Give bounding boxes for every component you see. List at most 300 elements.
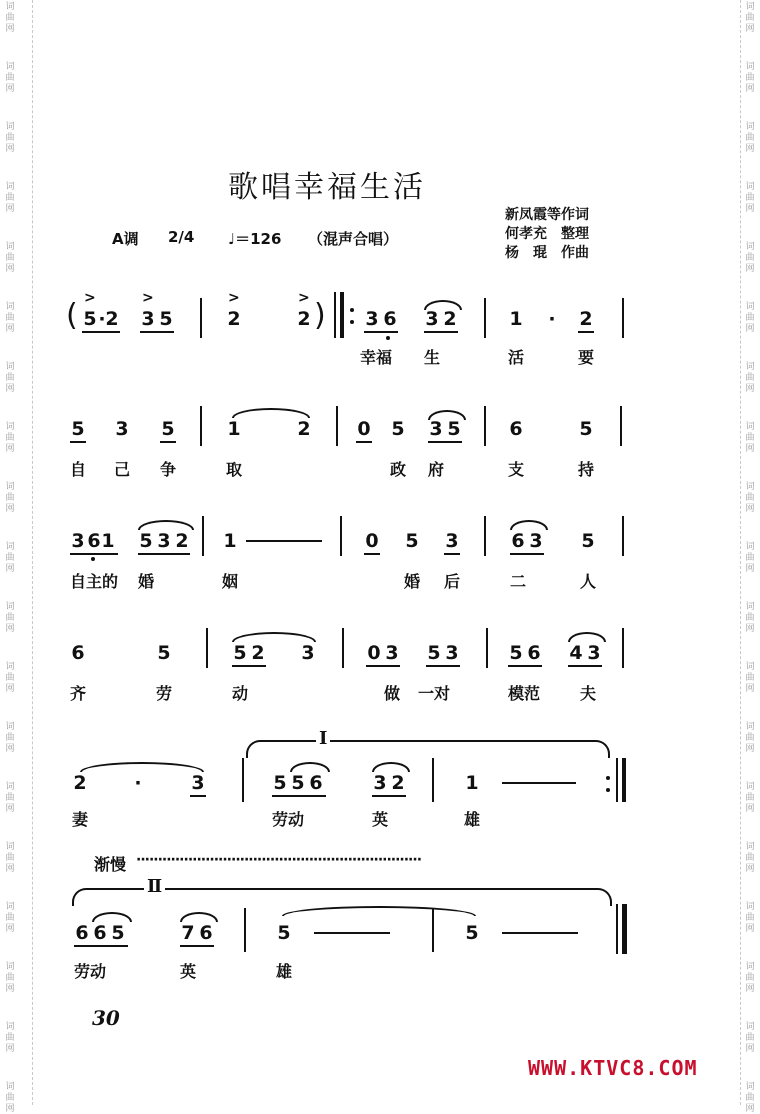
- lyric: 自: [70, 460, 87, 479]
- barline: [622, 628, 624, 668]
- lyric: 劳动: [272, 810, 305, 829]
- watermark-glyph: 词: [745, 1022, 755, 1032]
- ritardando-marking: 渐慢: [94, 855, 127, 874]
- lyric: 人: [580, 572, 597, 591]
- watermark-glyph: 词: [745, 182, 755, 192]
- watermark-glyph: 词: [5, 362, 15, 372]
- slur: [138, 520, 194, 530]
- note-dot: ·: [134, 772, 142, 794]
- watermark-glyph: 曲: [5, 253, 15, 263]
- note-dot: ·: [548, 308, 556, 330]
- lyric: 雄: [276, 962, 293, 981]
- lyric: 要: [578, 348, 595, 367]
- underline: [568, 665, 602, 667]
- note: 6: [511, 530, 525, 552]
- lyric: 持: [578, 460, 595, 479]
- watermark-glyph: 曲: [5, 373, 15, 383]
- barline: [244, 908, 246, 952]
- note: 5: [277, 922, 291, 944]
- note: 3: [445, 642, 459, 664]
- lyric: 妻: [72, 810, 89, 829]
- note: 3: [191, 772, 205, 794]
- credit-composer: 杨 琨 作曲: [505, 245, 589, 261]
- note: 6: [309, 772, 323, 794]
- watermark-glyph: 网: [5, 504, 15, 514]
- lyric: 动: [232, 684, 249, 703]
- underline: [364, 331, 398, 333]
- watermark-glyph: 网: [745, 624, 755, 634]
- watermark-glyph: 曲: [745, 793, 755, 803]
- lyric: 做: [384, 684, 401, 703]
- underline: [366, 665, 400, 667]
- watermark-glyph: 曲: [5, 313, 15, 323]
- watermark-glyph: 网: [5, 444, 15, 454]
- lyric: 模范: [508, 684, 541, 703]
- accent-mark: >: [142, 290, 154, 306]
- note: 1: [465, 772, 479, 794]
- watermark-glyph: 曲: [745, 733, 755, 743]
- underline: [180, 945, 214, 947]
- barline: [622, 298, 624, 338]
- left-margin-strip: [18, 0, 33, 1105]
- watermark-glyph: 网: [745, 264, 755, 274]
- lyric: 婚: [138, 572, 155, 591]
- watermark-glyph: 词: [5, 962, 15, 972]
- note: 2: [297, 308, 311, 330]
- slur: [568, 632, 606, 642]
- watermark-glyph: 曲: [5, 913, 15, 923]
- watermark-glyph: 网: [745, 684, 755, 694]
- slur: [290, 762, 330, 772]
- watermark-glyph: 网: [745, 984, 755, 994]
- lyric: 府: [428, 460, 445, 479]
- watermark-glyph: 网: [745, 24, 755, 34]
- watermark-glyph: 网: [745, 384, 755, 394]
- first-ending-bracket: [246, 740, 610, 758]
- underline: [70, 553, 118, 555]
- watermark-glyph: 网: [5, 744, 15, 754]
- slur: [510, 520, 548, 530]
- note: 5: [111, 922, 125, 944]
- watermark-glyph: 网: [745, 564, 755, 574]
- barline: [620, 406, 622, 446]
- watermark-glyph: 曲: [5, 193, 15, 203]
- credit-arranger: 何孝充 整理: [505, 226, 589, 242]
- note: 6: [87, 530, 101, 552]
- first-ending-label: Ⅰ: [316, 728, 330, 749]
- watermark-glyph: 曲: [745, 553, 755, 563]
- note: 0: [357, 418, 371, 440]
- note: 2: [105, 308, 119, 330]
- sustain-dash: [314, 932, 390, 934]
- note: 5: [581, 530, 595, 552]
- lyric: 雄: [464, 810, 481, 829]
- note: 5: [391, 418, 405, 440]
- underline: [364, 553, 380, 555]
- open-paren: (: [66, 298, 78, 333]
- watermark-glyph: 词: [745, 122, 755, 132]
- repeat-dot: [606, 776, 610, 780]
- watermark-glyph: 曲: [5, 1033, 15, 1043]
- watermark-glyph: 网: [745, 864, 755, 874]
- slur: [180, 912, 218, 922]
- watermark-glyph: 曲: [5, 13, 15, 23]
- watermark-glyph: 曲: [745, 973, 755, 983]
- note: 3: [425, 308, 439, 330]
- watermark-glyph: 网: [5, 324, 15, 334]
- watermark-glyph: 词: [745, 2, 755, 12]
- watermark-glyph: 网: [5, 924, 15, 934]
- watermark-glyph: 网: [745, 1044, 755, 1054]
- watermark-glyph: 曲: [745, 493, 755, 503]
- watermark-glyph: 曲: [745, 913, 755, 923]
- lyric: 英: [372, 810, 389, 829]
- lyric: 活: [508, 348, 525, 367]
- underline: [140, 331, 174, 333]
- watermark-glyph: 网: [5, 864, 15, 874]
- watermark-glyph: 词: [5, 302, 15, 312]
- lyric: 政: [390, 460, 407, 479]
- note: 5: [159, 308, 173, 330]
- underline: [424, 331, 458, 333]
- lyric: 一对: [418, 684, 451, 703]
- note: 3: [365, 308, 379, 330]
- watermark-glyph: 词: [5, 602, 15, 612]
- watermark-glyph: 曲: [745, 613, 755, 623]
- note: 5: [273, 772, 287, 794]
- watermark-glyph: 网: [745, 204, 755, 214]
- watermark-glyph: 网: [5, 1104, 15, 1114]
- watermark-glyph: 词: [745, 662, 755, 672]
- watermark-glyph: 网: [745, 84, 755, 94]
- underline: [508, 665, 542, 667]
- note: 2: [73, 772, 87, 794]
- underline: [510, 553, 544, 555]
- barline: [616, 904, 618, 954]
- note: 1: [509, 308, 523, 330]
- slur: [232, 632, 316, 642]
- lyric: 幸福: [360, 348, 393, 367]
- watermark-glyph: 网: [745, 924, 755, 934]
- note: 5: [139, 530, 153, 552]
- note: 6: [527, 642, 541, 664]
- note: 3: [587, 642, 601, 664]
- lyric: 英: [180, 962, 197, 981]
- watermark-glyph: 曲: [745, 1033, 755, 1043]
- watermark-glyph: 网: [745, 444, 755, 454]
- watermark-glyph: 网: [5, 204, 15, 214]
- watermark-glyph: 曲: [745, 853, 755, 863]
- note: 2: [391, 772, 405, 794]
- barline: [622, 516, 624, 556]
- repeat-dot: [350, 320, 354, 324]
- watermark-glyph: 词: [5, 242, 15, 252]
- tempo-marking: ♩＝126: [228, 230, 282, 248]
- watermark-glyph: 网: [745, 504, 755, 514]
- repeat-dot: [606, 788, 610, 792]
- barline: [340, 516, 342, 556]
- underline: [426, 665, 460, 667]
- barline: [200, 406, 202, 446]
- barline: [432, 908, 434, 952]
- watermark-glyph: 词: [745, 782, 755, 792]
- note: 6: [75, 922, 89, 944]
- note: 5: [71, 418, 85, 440]
- underline: [356, 441, 372, 443]
- watermark-glyph: 曲: [745, 253, 755, 263]
- note: 4: [569, 642, 583, 664]
- note: 3: [385, 642, 399, 664]
- watermark-glyph: 曲: [5, 1093, 15, 1103]
- watermark-glyph: 词: [5, 542, 15, 552]
- watermark-glyph: 曲: [745, 73, 755, 83]
- watermark-glyph: 网: [5, 264, 15, 274]
- watermark-glyph: 曲: [745, 193, 755, 203]
- watermark-glyph: 词: [5, 2, 15, 12]
- underline: [190, 795, 206, 797]
- watermark-glyph: 曲: [5, 973, 15, 983]
- watermark-glyph: 曲: [5, 73, 15, 83]
- underline: [160, 441, 176, 443]
- underline: [138, 553, 190, 555]
- note: 1: [223, 530, 237, 552]
- note: 5: [509, 642, 523, 664]
- watermark-glyph: 词: [5, 1082, 15, 1092]
- tie: [282, 906, 476, 916]
- watermark-glyph: 词: [745, 242, 755, 252]
- watermark-glyph: 词: [745, 722, 755, 732]
- watermark-glyph: 词: [5, 902, 15, 912]
- tie: [80, 762, 204, 772]
- barline: [336, 406, 338, 446]
- underline: [70, 441, 86, 443]
- note: 3: [301, 642, 315, 664]
- note: 2: [175, 530, 189, 552]
- watermark-glyph: 词: [5, 722, 15, 732]
- barline: [486, 628, 488, 668]
- lyric: 生: [424, 348, 441, 367]
- watermark-glyph: 曲: [745, 133, 755, 143]
- watermark-glyph: 词: [745, 302, 755, 312]
- second-ending-label: Ⅱ: [144, 876, 165, 897]
- accent-mark: >: [228, 290, 240, 306]
- note: 3: [373, 772, 387, 794]
- lyric: 夫: [580, 684, 597, 703]
- barline: [334, 292, 336, 338]
- note: 5: [447, 418, 461, 440]
- lyric: 自主的: [70, 572, 119, 591]
- watermark-glyph: 词: [5, 122, 15, 132]
- watermark-glyph: 词: [745, 1082, 755, 1092]
- tie: [232, 408, 310, 418]
- underline: [272, 795, 326, 797]
- slur: [372, 762, 410, 772]
- note: 6: [93, 922, 107, 944]
- watermark-glyph: 词: [5, 662, 15, 672]
- time-signature: 2/4: [168, 228, 195, 246]
- watermark-glyph: 网: [5, 624, 15, 634]
- watermark-glyph: 词: [5, 842, 15, 852]
- note: 6: [199, 922, 213, 944]
- accent-mark: >: [298, 290, 310, 306]
- underline: [372, 795, 406, 797]
- watermark-glyph: 曲: [745, 313, 755, 323]
- watermark-glyph: 网: [745, 804, 755, 814]
- close-paren: ): [314, 298, 326, 333]
- note: 3: [429, 418, 443, 440]
- watermark-glyph: 曲: [745, 433, 755, 443]
- watermark-glyph: 曲: [5, 553, 15, 563]
- lyric: 二: [510, 572, 527, 591]
- watermark-glyph: 曲: [5, 133, 15, 143]
- ritardando-dots: ··································································: [136, 852, 422, 868]
- note: 1: [101, 530, 115, 552]
- note: 0: [367, 642, 381, 664]
- note: 5: [465, 922, 479, 944]
- watermark-glyph: 词: [5, 182, 15, 192]
- barline: [484, 516, 486, 556]
- underline: [444, 553, 460, 555]
- barline: [342, 628, 344, 668]
- sustain-dash: [502, 932, 578, 934]
- lyric: 取: [226, 460, 243, 479]
- watermark-glyph: 网: [745, 324, 755, 334]
- lyric: 己: [114, 460, 131, 479]
- note: 5: [579, 418, 593, 440]
- lyric: 支: [508, 460, 525, 479]
- note: 3: [141, 308, 155, 330]
- note: 5: [157, 642, 171, 664]
- watermark-glyph: 曲: [5, 733, 15, 743]
- note: 3: [71, 530, 85, 552]
- watermark-glyph: 网: [5, 84, 15, 94]
- note: 5: [427, 642, 441, 664]
- barline: [206, 628, 208, 668]
- note-dot: ·: [98, 308, 106, 330]
- note: 6: [383, 308, 397, 330]
- watermark-glyph: 网: [5, 984, 15, 994]
- watermark-glyph: 曲: [5, 613, 15, 623]
- watermark-glyph: 词: [5, 782, 15, 792]
- lyric: 争: [160, 460, 177, 479]
- watermark-glyph: 网: [5, 144, 15, 154]
- sustain-dash: [246, 540, 322, 542]
- watermark-glyph: 网: [5, 24, 15, 34]
- note: 5: [83, 308, 97, 330]
- watermark-glyph: 词: [5, 422, 15, 432]
- watermark-glyph: 词: [5, 1022, 15, 1032]
- lyric: 齐: [70, 684, 87, 703]
- barline: [484, 406, 486, 446]
- watermark-glyph: 曲: [5, 793, 15, 803]
- note: 5: [233, 642, 247, 664]
- underline: [74, 945, 128, 947]
- watermark-glyph: 曲: [745, 673, 755, 683]
- note: 6: [509, 418, 523, 440]
- barline: [616, 758, 618, 802]
- low-octave-dot: [386, 336, 390, 340]
- watermark-glyph: 词: [745, 842, 755, 852]
- key-signature: A调: [112, 230, 139, 248]
- watermark-glyph: 词: [5, 62, 15, 72]
- note: 5: [161, 418, 175, 440]
- watermark-glyph: 曲: [5, 433, 15, 443]
- watermark-glyph: 词: [745, 422, 755, 432]
- note: 2: [297, 418, 311, 440]
- watermark-glyph: 词: [5, 482, 15, 492]
- note: 0: [365, 530, 379, 552]
- watermark-glyph: 词: [745, 62, 755, 72]
- repeat-dot: [350, 308, 354, 312]
- underline: [232, 665, 266, 667]
- note: 5: [405, 530, 419, 552]
- watermark-glyph: 网: [5, 684, 15, 694]
- repeat-end-barline: [622, 758, 626, 802]
- slur: [92, 912, 132, 922]
- note: 1: [227, 418, 241, 440]
- watermark-glyph: 词: [745, 482, 755, 492]
- lyric: 婚: [404, 572, 421, 591]
- watermark-glyph: 曲: [5, 673, 15, 683]
- watermark-glyph: 网: [5, 564, 15, 574]
- site-watermark: WWW.KTVC8.COM: [528, 1056, 698, 1080]
- performance-note: （混声合唱）: [308, 230, 399, 248]
- note: 2: [227, 308, 241, 330]
- accent-mark: >: [84, 290, 96, 306]
- watermark-glyph: 词: [745, 362, 755, 372]
- note: 3: [157, 530, 171, 552]
- note: 3: [529, 530, 543, 552]
- barline: [484, 298, 486, 338]
- repeat-start-barline: [340, 292, 344, 338]
- lyric: 劳: [156, 684, 173, 703]
- watermark-glyph: 词: [745, 962, 755, 972]
- note: 2: [251, 642, 265, 664]
- note: 3: [445, 530, 459, 552]
- watermark-glyph: 网: [745, 744, 755, 754]
- low-octave-dot: [91, 557, 95, 561]
- watermark-glyph: 曲: [745, 13, 755, 23]
- page-number: 30: [92, 1006, 120, 1030]
- note: 2: [443, 308, 457, 330]
- watermark-glyph: 网: [5, 1044, 15, 1054]
- note: 6: [71, 642, 85, 664]
- underline: [82, 331, 120, 333]
- underline: [578, 331, 594, 333]
- barline: [202, 516, 204, 556]
- note: 5: [291, 772, 305, 794]
- final-barline: [622, 904, 627, 954]
- lyric: 后: [444, 572, 461, 591]
- barline: [242, 758, 244, 802]
- watermark-glyph: 词: [745, 902, 755, 912]
- note: 3: [115, 418, 129, 440]
- barline: [432, 758, 434, 802]
- watermark-glyph: 词: [745, 602, 755, 612]
- watermark-glyph: 网: [5, 804, 15, 814]
- watermark-glyph: 网: [745, 1104, 755, 1114]
- underline: [428, 441, 462, 443]
- watermark-glyph: 网: [5, 384, 15, 394]
- song-title: 歌唱幸福生活: [228, 170, 426, 205]
- note: 7: [181, 922, 195, 944]
- note: 2: [579, 308, 593, 330]
- lyric: 劳动: [74, 962, 107, 981]
- lyric: 姻: [222, 572, 239, 591]
- sustain-dash: [502, 782, 576, 784]
- watermark-glyph: 曲: [745, 1093, 755, 1103]
- watermark-glyph: 词: [745, 542, 755, 552]
